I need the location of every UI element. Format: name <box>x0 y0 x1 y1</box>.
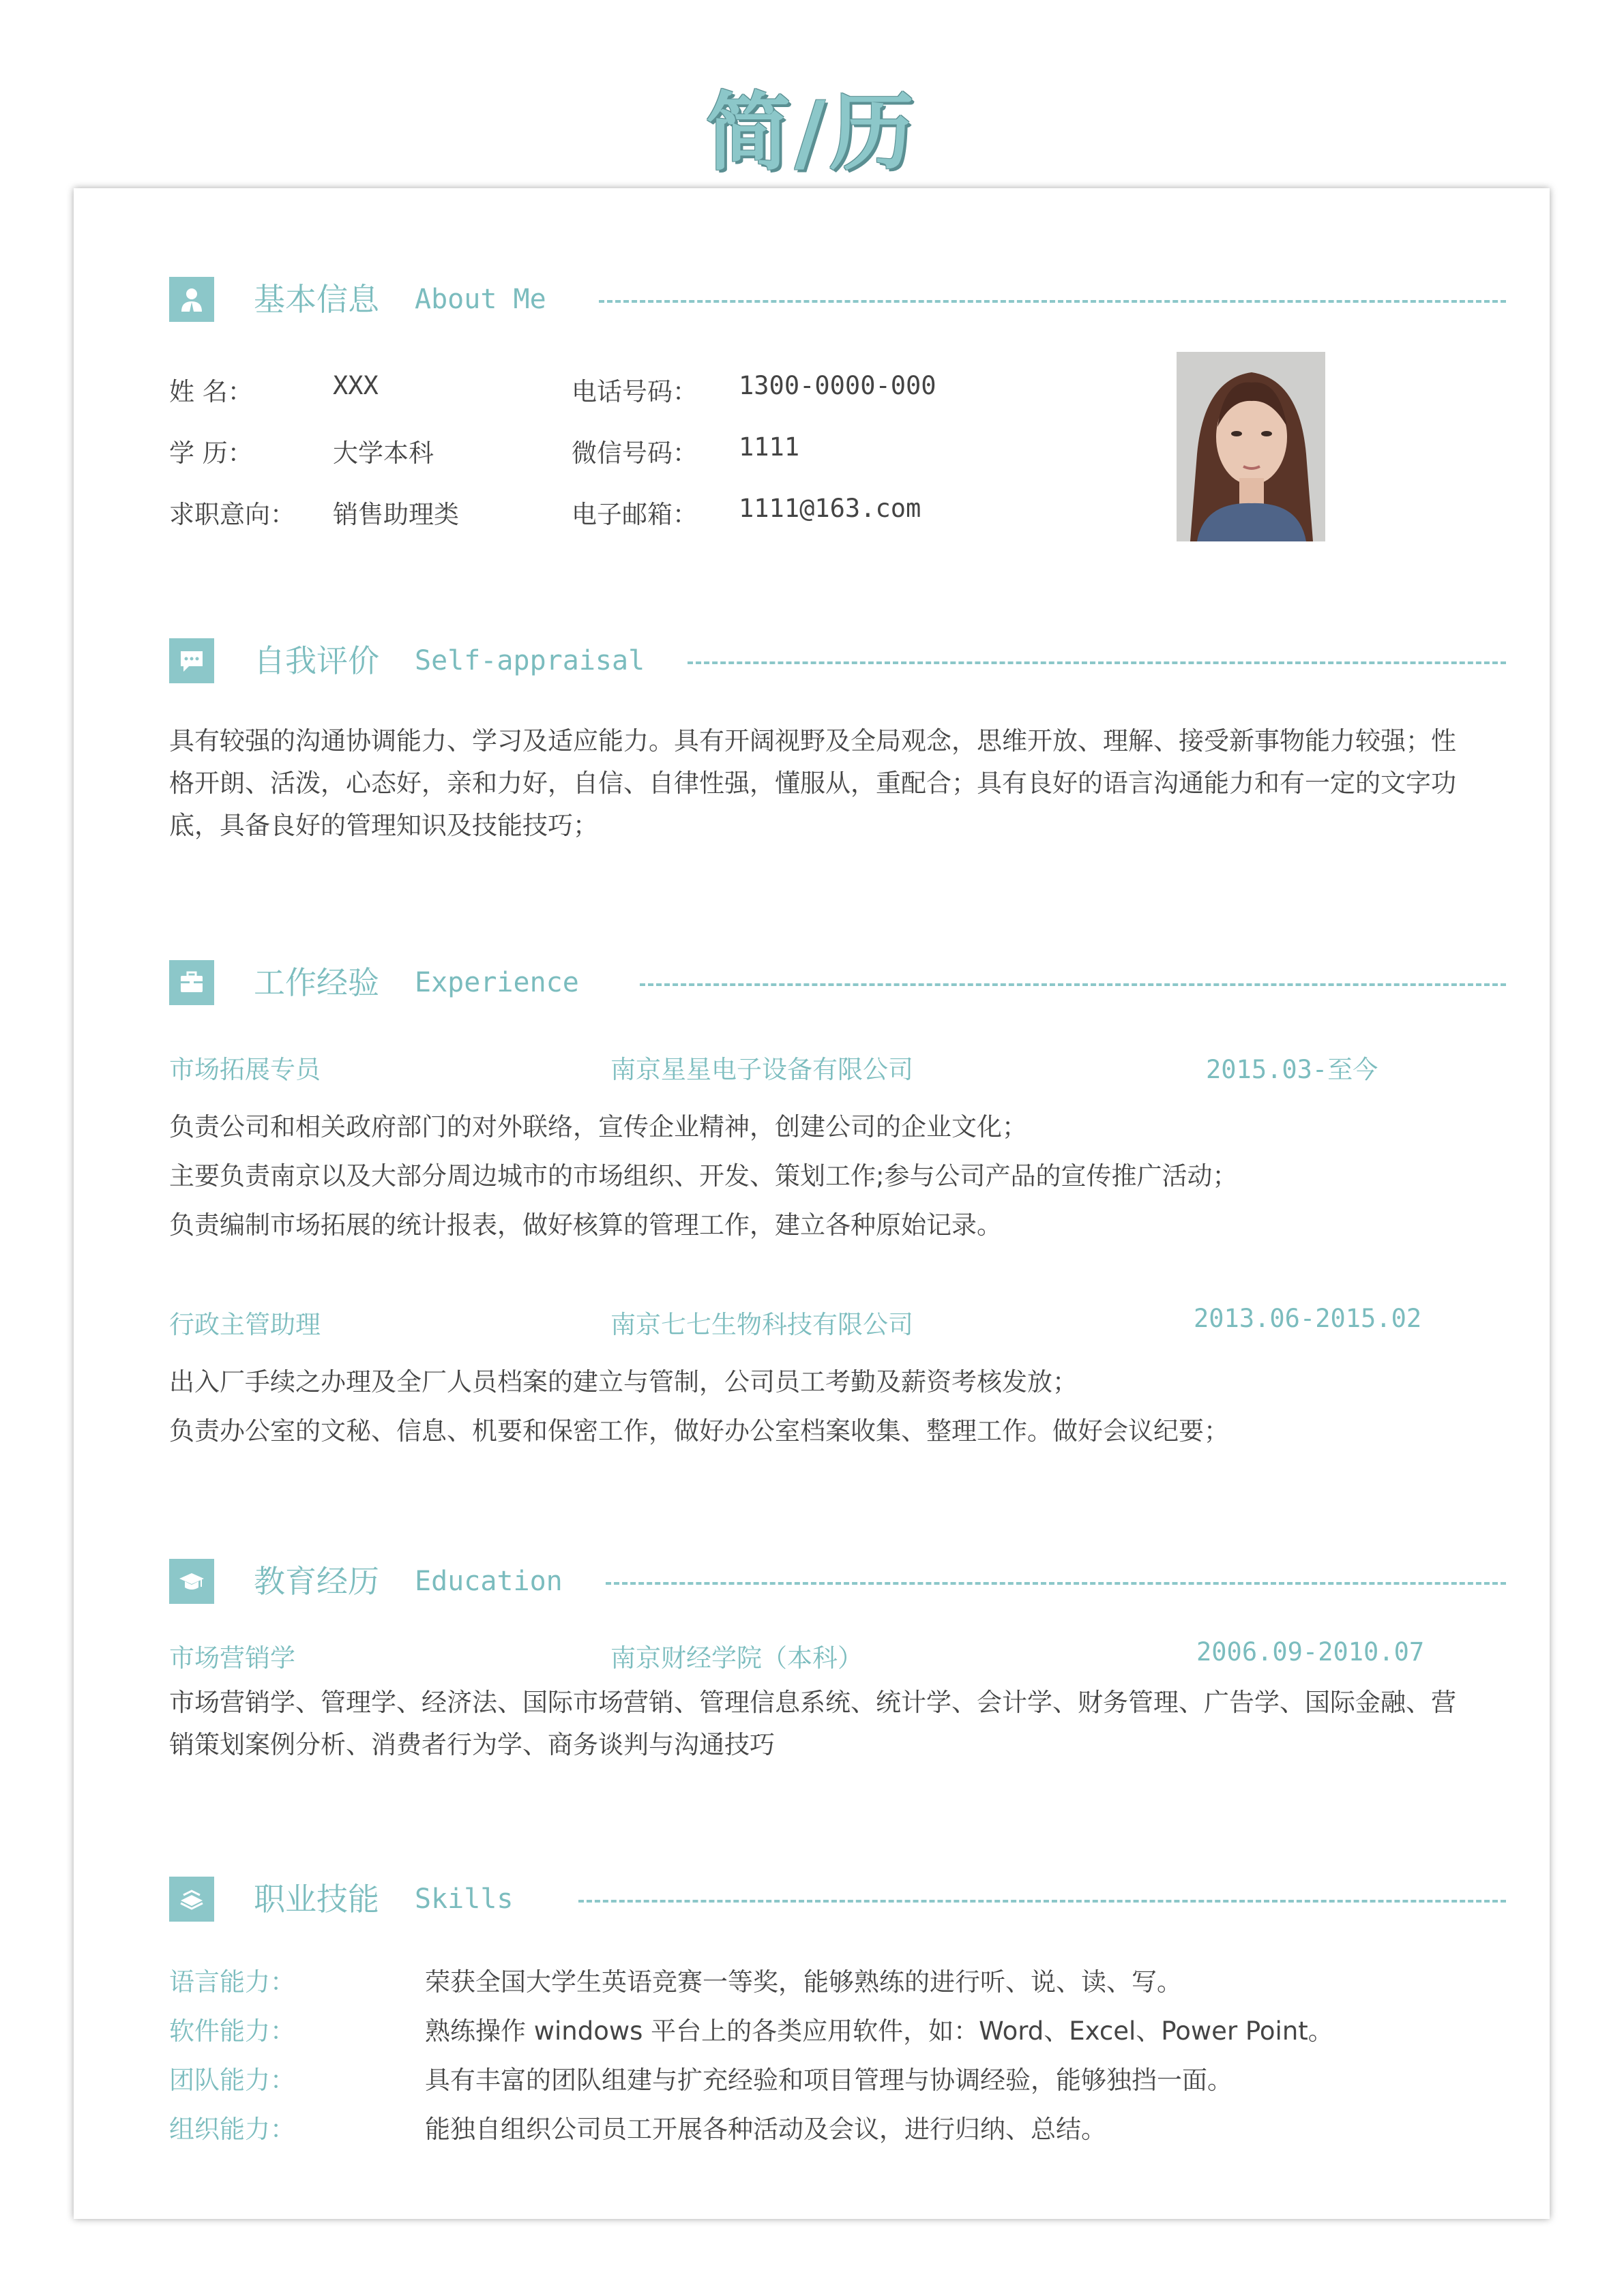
section-divider <box>599 300 1506 303</box>
label-email: 电子邮箱： <box>572 500 698 529</box>
section-divider <box>640 983 1506 986</box>
skill-label: 组织能力： <box>169 2115 295 2144</box>
section-divider <box>606 1582 1506 1585</box>
job-period: 2015.03-至今 <box>1206 1055 1378 1084</box>
self-appraisal-text: 具有较强的沟通协调能力、学习及适应能力。具有开阔视野及全局观念，思维开放、理解、接受新事物能力较强；性格开朗、活泼，心态好，亲和力好，自信、自律性强，懂服从，重配合；具有良好的语言沟通能力和有一定的文字功底，具备良好的管理知识及技能技巧； <box>169 726 1456 840</box>
person-icon <box>169 277 214 322</box>
value-job-intention: 销售助理类 <box>333 500 459 529</box>
section-header-basic <box>169 277 1506 325</box>
resume-paper <box>74 188 1550 2219</box>
label-job-intention: 求职意向： <box>169 500 295 529</box>
graduation-cap-icon <box>169 1559 214 1604</box>
skill-label: 团队能力： <box>169 2066 295 2095</box>
label-name: 姓 名： <box>169 377 253 406</box>
section-header-skills <box>169 1877 1506 1924</box>
skill-text: 具有丰富的团队组建与扩充经验和项目管理与协调经验，能够独挡一面。 <box>425 2066 1232 2095</box>
value-wechat: 1111 <box>739 432 800 462</box>
edu-period: 2006.09-2010.07 <box>1196 1637 1425 1667</box>
value-phone: 1300-0000-000 <box>739 371 936 400</box>
section-header-education <box>169 1559 1506 1607</box>
job-duty: 主要负责南京以及大部分周边城市的市场组织、开发、策划工作;参与公司产品的宣传推广活动； <box>169 1161 1238 1191</box>
label-wechat: 微信号码： <box>572 438 698 468</box>
briefcase-icon <box>169 960 214 1005</box>
job-period: 2013.06-2015.02 <box>1194 1304 1422 1333</box>
label-phone: 电话号码： <box>572 377 698 406</box>
job-duty: 负责办公室的文秘、信息、机要和保密工作，做好办公室档案收集、整理工作。做好会议纪要； <box>169 1416 1229 1446</box>
section-title-en: Skills <box>415 1883 514 1915</box>
skill-label: 语言能力： <box>169 1967 295 1997</box>
job-company: 南京七七生物科技有限公司 <box>610 1310 913 1339</box>
profile-photo <box>1177 352 1325 541</box>
skill-text: 荣获全国大学生英语竞赛一等奖，能够熟练的进行听、说、读、写。 <box>425 1967 1182 1997</box>
job-duty: 出入厂手续之办理及全厂人员档案的建立与管制，公司员工考勤及薪资考核发放； <box>169 1367 1078 1397</box>
edu-courses: 市场营销学、管理学、经济法、国际市场营销、管理信息系统、统计学、会计学、财务管理、广告学、国际金融、营销策划案例分析、消费者行为学、商务谈判与沟通技巧 <box>169 1688 1456 1759</box>
section-title-en: Education <box>415 1566 563 1597</box>
skill-text: 熟练操作 windows 平台上的各类应用软件，如：Word、Excel、Power Point。 <box>425 2016 1333 2046</box>
value-name: XXX <box>333 371 379 400</box>
section-title-cn: 教育经历 <box>254 1563 379 1600</box>
section-header-work <box>169 960 1506 1008</box>
value-email: 1111@163.com <box>739 494 921 523</box>
section-title-en: Experience <box>415 967 579 998</box>
job-duty: 负责编制市场拓展的统计报表，做好核算的管理工作，建立各种原始记录。 <box>169 1210 1002 1240</box>
section-title-en: Self-appraisal <box>415 645 645 676</box>
job-duty: 负责公司和相关政府部门的对外联络，宣传企业精神，创建公司的企业文化； <box>169 1112 1027 1142</box>
section-title-en: About Me <box>415 284 546 315</box>
skill-label: 软件能力： <box>169 2016 295 2046</box>
skill-text: 能独自组织公司员工开展各种活动及会议，进行归纳、总结。 <box>425 2115 1106 2144</box>
section-divider <box>688 661 1506 664</box>
job-position: 行政主管助理 <box>169 1310 321 1339</box>
value-education: 大学本科 <box>333 438 434 468</box>
section-header-self <box>169 638 1506 686</box>
book-stack-icon <box>169 1877 214 1922</box>
label-education: 学 历： <box>169 438 253 468</box>
section-title-cn: 职业技能 <box>254 1881 379 1918</box>
edu-school: 南京财经学院（本科） <box>610 1643 863 1673</box>
section-title-cn: 工作经验 <box>254 964 379 1001</box>
job-position: 市场拓展专员 <box>169 1055 321 1084</box>
edu-major: 市场营销学 <box>169 1643 295 1673</box>
section-title-cn: 基本信息 <box>254 281 379 318</box>
job-company: 南京星星电子设备有限公司 <box>610 1055 913 1084</box>
section-title-cn: 自我评价 <box>254 642 379 679</box>
page-title: 简/历 <box>705 84 919 182</box>
section-divider <box>578 1900 1506 1903</box>
chat-bubble-icon <box>169 638 214 683</box>
